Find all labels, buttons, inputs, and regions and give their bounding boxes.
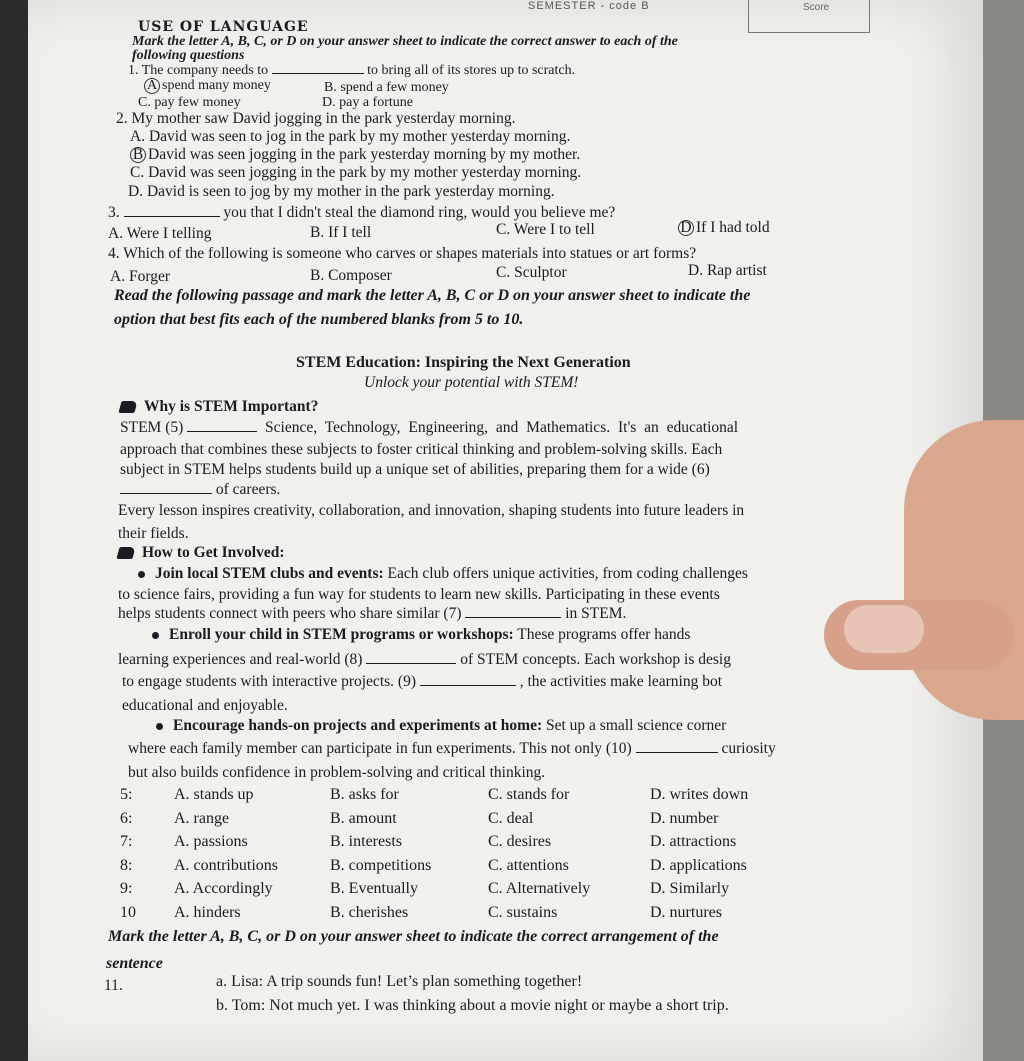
- selected-answer-mark: D: [678, 220, 694, 236]
- q2-option-c: C. David was seen jogging in the park by my mother yesterday morning.: [130, 164, 582, 181]
- option-d: D. attractions: [650, 833, 737, 850]
- bullet-1-line-1: Join local STEM clubs and events: Each club offers unique activities, from coding challenges: [138, 565, 748, 583]
- score-label: Score: [803, 2, 830, 13]
- bullet-2-line-4: educational and enjoyable.: [122, 697, 288, 714]
- q11-number: 11.: [104, 977, 123, 994]
- option-a: A. Accordingly: [174, 880, 273, 897]
- option-b: B. interests: [330, 833, 402, 850]
- bullet-3-line-3: but also builds confidence in problem-solving and critical thinking.: [128, 764, 546, 781]
- selected-answer-mark: A: [144, 78, 160, 94]
- option-d: D. nurtures: [650, 903, 722, 921]
- pointing-hand-icon: [116, 547, 135, 559]
- q1-option-c: C. pay few money: [138, 95, 241, 110]
- q1-option-a: A spend many money: [144, 77, 271, 95]
- q2-stem: 2. My mother saw David jogging in the park yesterday morning.: [116, 110, 516, 127]
- how-heading: How to Get Involved:: [118, 544, 285, 562]
- bullet-2-line-2: learning experiences and real-world (8) of STEM concepts. Each workshop is desig: [118, 651, 731, 668]
- passage-line-2: approach that combines these subjects to foster critical thinking and problem-solving skills. Each: [120, 441, 723, 458]
- exam-sheet: [28, 0, 983, 1061]
- q2-option-b: B David was seen jogging in the park yesterday morning by my mother.: [130, 146, 580, 164]
- instruction-2-line2: option that best fits each of the numbered blanks from 5 to 10.: [114, 311, 524, 328]
- option-b: B. Eventually: [330, 880, 418, 897]
- blank-8: [366, 651, 456, 664]
- option-c: C. Alternatively: [488, 880, 591, 897]
- q1-option-b: B. spend a few money: [324, 80, 449, 95]
- instruction-1-line1: Mark the letter A, B, C, or D on your answer sheet to indicate the correct answer to each of the: [132, 34, 678, 49]
- q2-option-a: A. David was seen to jog in the park by my mother yesterday morning.: [130, 128, 571, 145]
- q3-option-c: C. Were I to tell: [496, 221, 595, 238]
- option-a: A. passions: [174, 833, 248, 850]
- bullet-3-line-1: Encourage hands-on projects and experiments at home: Set up a small science corner: [156, 717, 726, 735]
- q3-option-a: A. Were I telling: [108, 225, 212, 242]
- passage-line-3: subject in STEM helps students build up a unique set of abilities, preparing them for a wide (6): [120, 461, 710, 478]
- fingernail: [844, 605, 924, 653]
- option-row-number: 8:: [120, 856, 133, 874]
- q3-option-b: B. If I tell: [310, 224, 372, 241]
- option-c: C. stands for: [488, 786, 570, 803]
- selected-answer-mark: B: [130, 147, 146, 163]
- q4-stem: 4. Which of the following is someone who carves or shapes materials into statues or art forms?: [108, 245, 697, 262]
- section-title: USE OF LANGUAGE: [138, 19, 309, 35]
- q3-blank: [124, 204, 220, 217]
- q3-option-d: D If I had told: [678, 219, 770, 237]
- passage-subtitle: Unlock your potential with STEM!: [364, 374, 579, 391]
- option-b: B. asks for: [330, 786, 399, 803]
- option-c: C. deal: [488, 809, 534, 827]
- passage-line-1: STEM (5) Science, Technology, Engineering, and Mathematics. It's an educational: [120, 419, 739, 436]
- option-row-number: 9:: [120, 880, 133, 897]
- bullet-dot: [156, 723, 163, 730]
- option-c: C. sustains: [488, 903, 558, 921]
- option-row-number: 7:: [120, 833, 133, 850]
- option-a: A. range: [174, 809, 230, 827]
- passage-title: STEM Education: Inspiring the Next Generation: [296, 354, 631, 371]
- passage-line-4: of careers.: [120, 481, 280, 499]
- option-c: C. attentions: [488, 856, 569, 874]
- option-a: A. hinders: [174, 903, 241, 921]
- option-row-number: 6:: [120, 809, 133, 827]
- semester-code: SEMESTER - code B: [528, 0, 650, 12]
- bullet-2-line-3: to engage students with interactive projects. (9) , the activities make learning bot: [122, 673, 723, 690]
- blank-9: [420, 673, 516, 686]
- q4-option-c: C. Sculptor: [496, 264, 567, 281]
- passage-line-5: Every lesson inspires creativity, collaboration, and innovation, shaping students into future leaders in: [118, 502, 745, 519]
- option-b: B. cherishes: [330, 903, 409, 921]
- q1-blank: [272, 61, 364, 74]
- option-row-number: 10: [120, 903, 136, 921]
- q2-option-d: D. David is seen to jog by my mother in the park yesterday morning.: [128, 183, 555, 200]
- option-row-number: 5:: [120, 786, 133, 803]
- bullet-1-line-2: to science fairs, providing a fun way for students to learn new skills. Participating in these events: [118, 586, 720, 603]
- option-d: D. number: [650, 809, 719, 827]
- blank-7: [465, 605, 561, 618]
- bullet-dot: [138, 571, 145, 578]
- q4-option-d: D. Rap artist: [688, 262, 767, 279]
- option-b: B. amount: [330, 809, 397, 827]
- instruction-2-line1: Read the following passage and mark the letter A, B, C or D on your answer sheet to indicate the: [114, 287, 751, 304]
- bullet-1-line-3: helps students connect with peers who share similar (7) in STEM.: [118, 605, 627, 622]
- option-d: D. Similarly: [650, 880, 730, 897]
- why-heading: Why is STEM Important?: [120, 398, 318, 416]
- option-a: A. stands up: [174, 786, 254, 803]
- blank-5: [187, 419, 257, 432]
- q11-line-b: b. Tom: Not much yet. I was thinking about a movie night or maybe a short trip.: [216, 997, 729, 1014]
- instruction-1-line2: following questions: [132, 48, 245, 63]
- passage-line-6: their fields.: [118, 525, 189, 542]
- q1-option-d: D. pay a fortune: [322, 95, 413, 110]
- option-b: B. competitions: [330, 856, 432, 874]
- q3-stem: 3. you that I didn't steal the diamond ring, would you believe me?: [108, 204, 616, 221]
- bullet-3-line-2: where each family member can participate in fun experiments. This not only (10) curiosity: [128, 740, 776, 757]
- bullet-2-line-1: Enroll your child in STEM programs or workshops: These programs offer hands: [152, 626, 690, 644]
- q4-option-b: B. Composer: [310, 267, 392, 284]
- instruction-3-line1: Mark the letter A, B, C, or D on your answer sheet to indicate the correct arrangement of the: [108, 928, 719, 945]
- blank-10: [636, 740, 718, 753]
- pointing-hand-icon: [118, 401, 137, 413]
- q4-option-a: A. Forger: [110, 268, 170, 285]
- blank-6: [120, 481, 212, 494]
- option-d: D. writes down: [650, 786, 749, 803]
- q11-line-a: a. Lisa: A trip sounds fun! Let’s plan something together!: [216, 973, 583, 990]
- instruction-3-line2: sentence: [106, 955, 163, 972]
- thumb: [904, 420, 1024, 720]
- q1-stem: 1. The company needs to to bring all of its stores up to scratch.: [128, 63, 576, 78]
- option-d: D. applications: [650, 856, 747, 874]
- option-a: A. contributions: [174, 856, 278, 874]
- bullet-dot: [152, 632, 159, 639]
- option-c: C. desires: [488, 833, 552, 850]
